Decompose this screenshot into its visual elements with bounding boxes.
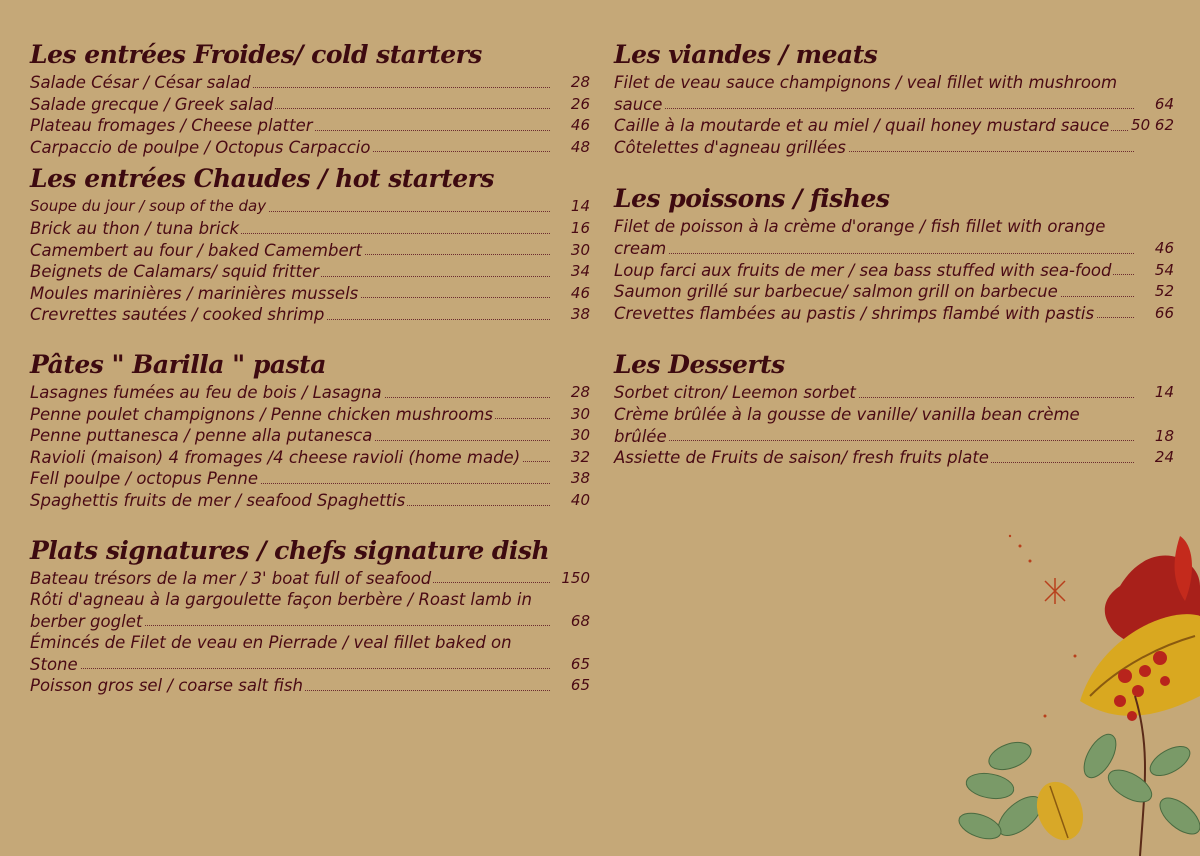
menu-item — [614, 303, 1174, 325]
dish-name: Lasagnes fumées au feu de bois / Lasagna — [30, 382, 382, 402]
menu-item — [30, 404, 590, 426]
section-title: Les entrées Froides/ cold starters — [30, 40, 482, 69]
dish-price: 150 — [558, 568, 590, 590]
menu-item — [30, 115, 590, 137]
left-column — [30, 38, 590, 697]
dish-price: 38 — [568, 468, 590, 490]
dish-price: 30 — [568, 404, 590, 426]
menu-items — [30, 382, 590, 512]
dish-price: 64 — [1152, 94, 1174, 116]
dish-price: 48 — [568, 137, 590, 159]
dish-price: 28 — [568, 382, 590, 404]
dish-name: Salade grecque / Greek salad — [30, 94, 274, 114]
dish-name: Spaghettis fruits de mer / seafood Spaghettis — [30, 490, 406, 510]
menu-items — [614, 216, 1174, 324]
dish-name: Émincés de Filet de veau en Pierrade / veal fillet baked on Stone — [30, 633, 512, 674]
dish-price: 38 — [568, 304, 590, 326]
dish-name: Poisson gros sel / coarse salt fish — [30, 676, 303, 696]
dish-name: Filet de veau sauce champignons / veal fillet with mushroom sauce — [614, 73, 1118, 114]
dish-name: Moules marinières / marinières mussels — [30, 283, 359, 303]
section-fishes — [614, 182, 1174, 324]
dish-price: 52 — [1152, 281, 1174, 303]
dish-price: 65 — [568, 654, 590, 676]
dish-name: Rôti d'agneau à la gargoulette façon berbère / Roast lamb in berber goglet — [30, 590, 532, 631]
menu-item — [614, 137, 1174, 159]
menu-item — [30, 490, 590, 512]
menu-item — [30, 196, 590, 218]
dish-name: Salade César / César salad — [30, 73, 251, 92]
dish-price: 30 — [568, 240, 590, 262]
menu-items — [30, 72, 590, 158]
menu-item — [614, 382, 1174, 404]
menu-item — [614, 72, 1174, 115]
dish-price: 32 — [568, 447, 590, 469]
dish-price: 68 — [568, 611, 590, 633]
dish-name: Assiette de Fruits de saison/ fresh fruits plate — [614, 448, 989, 468]
dish-name: Brick au thon / tuna brick — [30, 218, 240, 238]
menu-item — [614, 260, 1174, 282]
dish-price: 50 62 — [1128, 115, 1174, 137]
dish-price: 24 — [1152, 447, 1174, 469]
menu-item — [614, 281, 1174, 303]
menu-item — [30, 94, 590, 116]
dish-name: Crevettes flambées au pastis / shrimps flambé with pastis — [614, 303, 1095, 323]
menu-item — [30, 675, 590, 697]
dish-name: Côtelettes d'agneau grillées — [614, 137, 846, 157]
dish-price: 16 — [568, 218, 590, 240]
dish-price: 34 — [568, 261, 590, 283]
section-title: Les Desserts — [614, 350, 785, 380]
section-title: Pâtes " Barilla " pasta — [30, 349, 326, 379]
dish-price: 65 — [568, 675, 590, 697]
dish-name: Soupe du jour / soup of the day — [30, 197, 267, 216]
dish-price: 14 — [568, 196, 590, 218]
menu-item — [30, 568, 590, 590]
dish-name: Penne poulet champignons / Penne chicken mushrooms — [30, 404, 494, 424]
dish-price: 14 — [1152, 382, 1174, 404]
section-pasta — [30, 348, 590, 512]
menu-item — [30, 425, 590, 447]
menu-item — [30, 304, 590, 326]
section-desserts — [614, 348, 1174, 468]
menu-item — [30, 240, 590, 262]
menu-item — [614, 115, 1174, 137]
menu-item — [30, 447, 590, 469]
dish-name: Crème brûlée à la gousse de vanille/ vanilla bean crème brûlée — [614, 404, 1080, 446]
menu-item — [30, 382, 590, 404]
right-column — [614, 38, 1174, 469]
menu-item — [30, 72, 590, 94]
section-title: Les entrées Chaudes / hot starters — [30, 164, 494, 194]
menu-item — [30, 137, 590, 159]
dish-name: Bateau trésors de la mer / 3' boat full of seafood — [30, 568, 432, 588]
dish-name: Caille à la moutarde et au miel / quail honey mustard sauce — [614, 116, 1110, 136]
menu-items — [614, 72, 1174, 158]
section-meats — [614, 38, 1174, 158]
menu-item — [30, 468, 590, 490]
dish-name: Loup farci aux fruits de mer / sea bass stuffed with sea-food — [614, 260, 1112, 280]
menu-item — [614, 447, 1174, 469]
menu-item — [30, 218, 590, 240]
dish-name: Fell poulpe / octopus Penne — [30, 469, 259, 489]
dish-price: 40 — [568, 490, 590, 512]
menu-item — [30, 283, 590, 305]
section-title: Les viandes / meats — [614, 40, 878, 69]
menu-item — [30, 261, 590, 283]
dish-price: 30 — [568, 425, 590, 447]
dish-price: 18 — [1152, 426, 1174, 448]
dish-price: 46 — [568, 115, 590, 137]
section-signature — [30, 534, 590, 698]
dish-name: Penne puttanesca / penne alla putanesca — [30, 426, 373, 446]
dish-name: Crevrettes sautées / cooked shrimp — [30, 305, 325, 325]
section-title: Les poissons / fishes — [614, 184, 890, 214]
menu-item — [30, 589, 590, 632]
dish-price: 46 — [568, 283, 590, 305]
menu-items — [30, 568, 590, 698]
dish-name: Ravioli (maison) 4 fromages /4 cheese ravioli (home made) — [30, 447, 521, 467]
dish-name: Carpaccio de poulpe / Octopus Carpaccio — [30, 137, 371, 157]
dish-price: 46 — [1152, 238, 1174, 260]
dish-price: 28 — [568, 72, 590, 94]
dish-price: 26 — [568, 94, 590, 116]
menu-items — [614, 382, 1174, 468]
menu-item — [30, 632, 590, 675]
dish-price: 66 — [1152, 303, 1174, 325]
dish-name: Saumon grillé sur barbecue/ salmon grill on barbecue — [614, 282, 1058, 302]
dish-name: Filet de poisson à la crème d'orange / fish fillet with orange cream — [614, 217, 1106, 258]
dish-name: Plateau fromages / Cheese platter — [30, 116, 313, 136]
autumn-leaves-icon — [950, 526, 1200, 856]
dish-name: Beignets de Calamars/ squid fritter — [30, 262, 319, 282]
menu-item — [614, 216, 1174, 259]
menu-items — [30, 196, 590, 326]
dish-price: 54 — [1152, 260, 1174, 282]
section-cold — [30, 38, 590, 158]
dish-name: Sorbet citron/ Leemon sorbet — [614, 383, 856, 403]
section-hot — [30, 162, 590, 326]
dish-name: Camembert au four / baked Camembert — [30, 240, 362, 260]
section-title: Plats signatures / chefs signature dish — [30, 535, 550, 565]
menu-item — [614, 404, 1174, 447]
